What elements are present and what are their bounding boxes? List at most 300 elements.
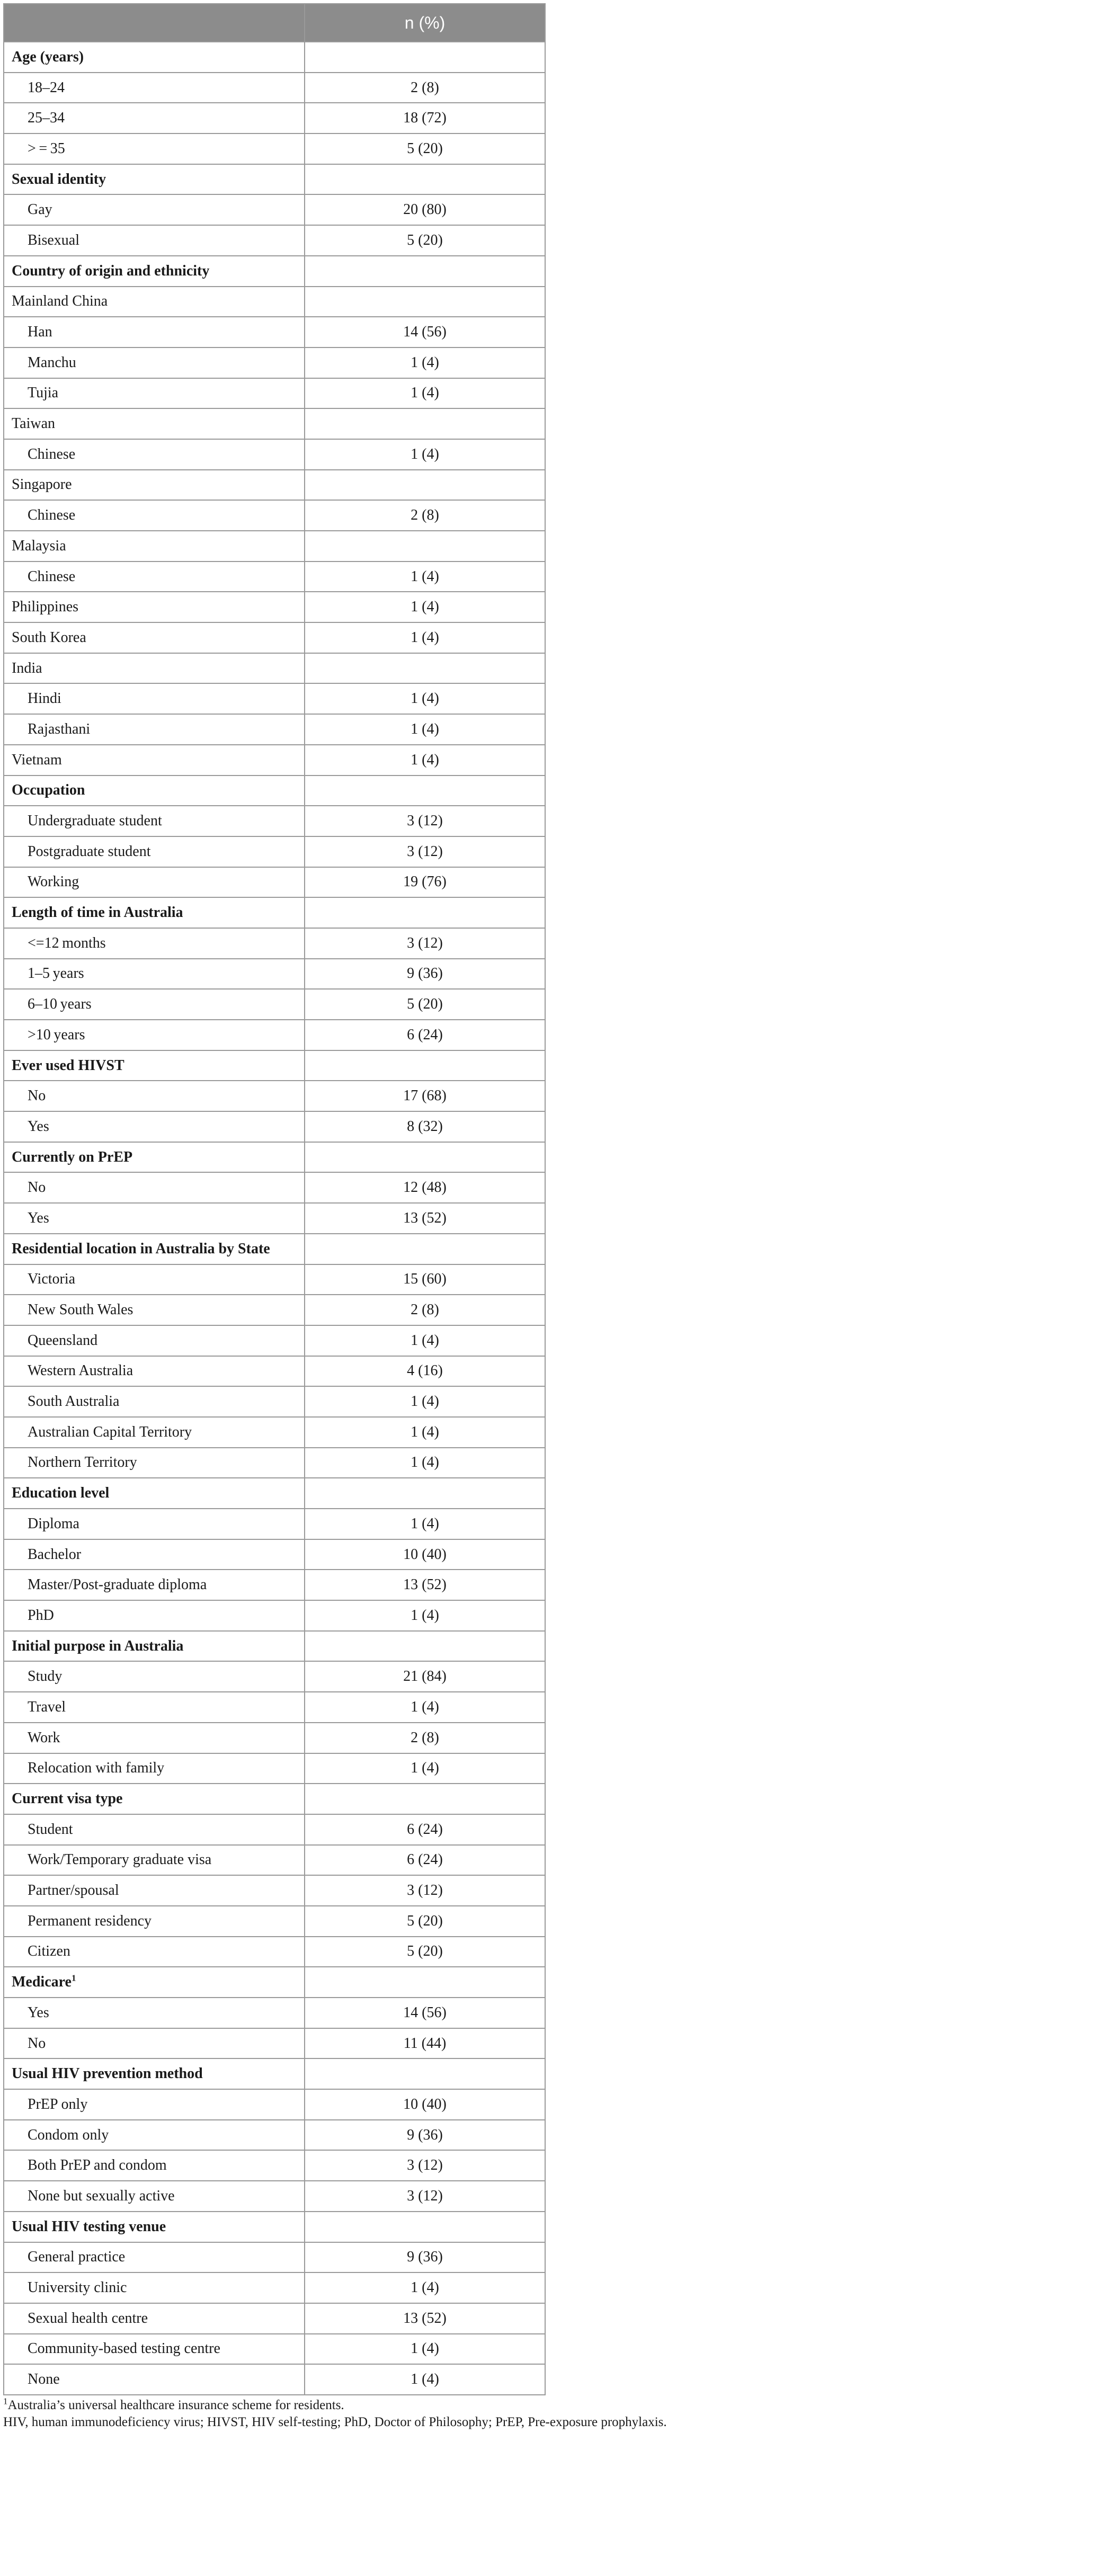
row-label-cell	[4, 1386, 305, 1417]
row-value-cell	[305, 42, 545, 73]
row-value-cell	[305, 1478, 545, 1509]
row-label: Education level	[12, 1485, 110, 1502]
row-label-cell	[4, 2181, 305, 2212]
table-row	[4, 1723, 545, 1753]
row-label-cell	[4, 806, 305, 836]
row-value-cell	[305, 1784, 545, 1814]
table-row	[4, 73, 545, 103]
row-value-cell	[305, 1967, 545, 1998]
row-label-cell	[4, 500, 305, 531]
row-value-cell: 1 (4)	[305, 2364, 545, 2395]
row-value-cell: 3 (12)	[305, 836, 545, 867]
row-label-cell	[4, 1050, 305, 1081]
table-row	[4, 1845, 545, 1876]
row-label-cell	[4, 1356, 305, 1387]
row-label-cell	[4, 1906, 305, 1937]
table-row	[4, 1631, 545, 1662]
table-row	[4, 287, 545, 317]
row-value-cell	[305, 408, 545, 439]
row-label: Work	[28, 1729, 60, 1746]
table-row	[4, 1356, 545, 1387]
row-label: 25–34	[28, 110, 65, 127]
row-label-cell	[4, 1020, 305, 1050]
row-value-cell: 15 (60)	[305, 1264, 545, 1295]
table-row	[4, 714, 545, 745]
row-label: Undergraduate student	[28, 813, 162, 830]
row-label: 18–24	[28, 79, 65, 96]
row-label-cell	[4, 2364, 305, 2395]
row-label: Taiwan	[12, 415, 56, 432]
table-row	[4, 959, 545, 990]
row-value-cell: 1 (4)	[305, 1692, 545, 1723]
row-label: Community-based testing centre	[28, 2340, 220, 2357]
row-label-cell	[4, 1417, 305, 1448]
row-label: PhD	[28, 1607, 54, 1624]
row-value-cell: 14 (56)	[305, 1998, 545, 2028]
row-label-cell	[4, 683, 305, 714]
row-label-cell	[4, 745, 305, 776]
row-value-cell: 5 (20)	[305, 225, 545, 256]
row-value-cell: 18 (72)	[305, 103, 545, 133]
table-row	[4, 1692, 545, 1723]
row-label-cell	[4, 2303, 305, 2334]
row-value-cell: 1 (4)	[305, 439, 545, 470]
row-value-cell: 3 (12)	[305, 1875, 545, 1906]
row-label-cell	[4, 317, 305, 347]
row-value-cell: 1 (4)	[305, 378, 545, 409]
row-value-cell: 1 (4)	[305, 714, 545, 745]
row-label-cell	[4, 1081, 305, 1111]
row-label-cell	[4, 378, 305, 409]
row-label-cell	[4, 287, 305, 317]
row-value-cell: 1 (4)	[305, 1325, 545, 1356]
row-label: Chinese	[28, 568, 76, 585]
table-row	[4, 194, 545, 225]
row-value-cell: 1 (4)	[305, 683, 545, 714]
row-label: Country of origin and ethnicity	[12, 262, 210, 279]
row-value-cell: 2 (8)	[305, 1295, 545, 1325]
row-value-cell: 5 (20)	[305, 989, 545, 1020]
table-row	[4, 2303, 545, 2334]
row-label: Partner/spousal	[28, 1882, 119, 1899]
row-label-cell	[4, 2150, 305, 2181]
table-row	[4, 133, 545, 164]
row-label: Relocation with family	[28, 1760, 165, 1777]
row-value-cell: 4 (16)	[305, 1356, 545, 1387]
row-value-cell: 13 (52)	[305, 2303, 545, 2334]
table-row	[4, 103, 545, 133]
row-label: Tujia	[28, 385, 59, 402]
row-value-cell: 2 (8)	[305, 1723, 545, 1753]
row-value-cell: 1 (4)	[305, 2334, 545, 2365]
row-label-cell	[4, 1264, 305, 1295]
table-row	[4, 989, 545, 1020]
row-label: 1–5 years	[28, 965, 84, 982]
row-label: Usual HIV testing venue	[12, 2218, 166, 2235]
row-label: Yes	[28, 2004, 49, 2021]
row-label-cell	[4, 1998, 305, 2028]
footnote-text: Australia’s universal healthcare insurance scheme for residents.	[7, 2398, 344, 2412]
row-label-cell	[4, 836, 305, 867]
row-label-cell	[4, 1172, 305, 1203]
row-label-cell	[4, 897, 305, 928]
row-label: Condom only	[28, 2126, 109, 2143]
table-row	[4, 378, 545, 409]
row-label: Manchu	[28, 354, 76, 371]
row-label: Bisexual	[28, 231, 79, 248]
table-row	[4, 317, 545, 347]
row-value-cell: 5 (20)	[305, 1906, 545, 1937]
row-label-cell	[4, 1509, 305, 1539]
table-row	[4, 1417, 545, 1448]
table-row	[4, 806, 545, 836]
row-label-cell	[4, 2272, 305, 2303]
table-row	[4, 1478, 545, 1509]
table-row	[4, 561, 545, 592]
demographics-table	[3, 3, 546, 2395]
table-row	[4, 1295, 545, 1325]
row-value-cell: 1 (4)	[305, 1509, 545, 1539]
table-row	[4, 1111, 545, 1142]
table-row	[4, 470, 545, 501]
row-label-cell	[4, 592, 305, 622]
row-label: Age (years)	[12, 48, 84, 65]
row-label: Bachelor	[28, 1546, 82, 1563]
table-row	[4, 928, 545, 959]
table-row	[4, 531, 545, 561]
row-label-cell	[4, 42, 305, 73]
row-label-cell	[4, 2089, 305, 2120]
row-label: Length of time in Australia	[12, 904, 183, 921]
row-label: University clinic	[28, 2279, 127, 2296]
row-label: Currently on PrEP	[12, 1148, 133, 1165]
row-label-cell	[4, 1692, 305, 1723]
row-label: South Korea	[12, 629, 86, 646]
row-label: New South Wales	[28, 1302, 133, 1318]
table-row	[4, 1081, 545, 1111]
row-label-cell	[4, 225, 305, 256]
row-label: Ever used HIVST	[12, 1057, 124, 1074]
row-label: General practice	[28, 2249, 126, 2266]
table-row	[4, 897, 545, 928]
row-value-cell: 10 (40)	[305, 2089, 545, 2120]
row-label-cell	[4, 1723, 305, 1753]
row-value-cell	[305, 164, 545, 195]
row-label-cell	[4, 1600, 305, 1631]
row-label-cell	[4, 1234, 305, 1264]
row-value-cell: 1 (4)	[305, 1753, 545, 1784]
row-label-cell	[4, 1539, 305, 1570]
row-value-cell: 1 (4)	[305, 622, 545, 653]
row-label: Sexual health centre	[28, 2310, 148, 2327]
table-row	[4, 1448, 545, 1478]
row-value-cell: 3 (12)	[305, 2150, 545, 2181]
row-label-cell	[4, 1875, 305, 1906]
row-label-cell	[4, 1967, 305, 1998]
row-label: Gay	[28, 201, 52, 218]
row-value-cell: 8 (32)	[305, 1111, 545, 1142]
row-value-cell: 2 (8)	[305, 73, 545, 103]
row-value-cell: 11 (44)	[305, 2028, 545, 2059]
row-label-cell	[4, 622, 305, 653]
table-row	[4, 1142, 545, 1173]
row-label: No	[28, 2035, 46, 2052]
row-value-cell: 1 (4)	[305, 561, 545, 592]
row-label: Usual HIV prevention method	[12, 2065, 203, 2082]
row-label: Malaysia	[12, 537, 66, 554]
table-row	[4, 1875, 545, 1906]
row-label: South Australia	[28, 1393, 120, 1410]
row-label-cell	[4, 347, 305, 378]
table-row	[4, 1539, 545, 1570]
row-label-cell	[4, 776, 305, 806]
row-value-cell	[305, 653, 545, 684]
row-label: Philippines	[12, 599, 79, 616]
table-row	[4, 2242, 545, 2273]
row-label: Chinese	[28, 445, 76, 462]
row-label: Han	[28, 324, 52, 341]
row-value-cell: 3 (12)	[305, 2181, 545, 2212]
row-label-cell	[4, 1845, 305, 1876]
row-label: Singapore	[12, 476, 72, 493]
row-value-cell	[305, 287, 545, 317]
row-value-cell: 2 (8)	[305, 500, 545, 531]
row-label-cell	[4, 2334, 305, 2365]
table-row	[4, 2364, 545, 2395]
row-label: Citizen	[28, 1943, 70, 1960]
table-row	[4, 683, 545, 714]
row-value-cell: 10 (40)	[305, 1539, 545, 1570]
row-label-cell	[4, 2058, 305, 2089]
footnote-medicare	[3, 2397, 344, 2413]
row-value-cell: 20 (80)	[305, 194, 545, 225]
table-row	[4, 1509, 545, 1539]
row-label: Postgraduate student	[28, 843, 151, 860]
row-label-cell	[4, 959, 305, 990]
row-label: No	[28, 1179, 46, 1196]
table-row	[4, 1264, 545, 1295]
table-row	[4, 408, 545, 439]
row-value-cell: 1 (4)	[305, 2272, 545, 2303]
table-row	[4, 1814, 545, 1845]
row-label: India	[12, 659, 42, 676]
table-header-row	[4, 4, 545, 42]
row-value-cell	[305, 897, 545, 928]
table-row	[4, 225, 545, 256]
table-row	[4, 1234, 545, 1264]
row-label: Rajasthani	[28, 720, 91, 737]
row-label-cell	[4, 1661, 305, 1692]
table-row	[4, 2181, 545, 2212]
row-label: PrEP only	[28, 2096, 88, 2113]
row-label-cell	[4, 1111, 305, 1142]
table-body	[4, 42, 545, 2395]
row-label-cell	[4, 1570, 305, 1600]
row-label-cell	[4, 1295, 305, 1325]
row-label-cell	[4, 989, 305, 1020]
table-row	[4, 1937, 545, 1967]
row-label-cell	[4, 714, 305, 745]
row-value-cell: 17 (68)	[305, 1081, 545, 1111]
row-label-cell	[4, 1478, 305, 1509]
row-label-cell	[4, 133, 305, 164]
row-label: Initial purpose in Australia	[12, 1637, 184, 1654]
row-value-cell	[305, 1631, 545, 1662]
row-label: Permanent residency	[28, 1912, 152, 1929]
row-label: >10 years	[28, 1026, 85, 1043]
row-label: Student	[28, 1821, 73, 1838]
table-row	[4, 42, 545, 73]
row-value-cell: 1 (4)	[305, 592, 545, 622]
row-value-cell: 13 (52)	[305, 1203, 545, 1234]
row-value-cell	[305, 1050, 545, 1081]
table-row	[4, 2120, 545, 2151]
row-value-cell: 14 (56)	[305, 317, 545, 347]
row-label-cell	[4, 1142, 305, 1173]
row-value-cell: 13 (52)	[305, 1570, 545, 1600]
table-row	[4, 1784, 545, 1814]
table-row	[4, 1020, 545, 1050]
row-value-cell: 6 (24)	[305, 1020, 545, 1050]
row-label-cell	[4, 2212, 305, 2242]
row-value-cell: 9 (36)	[305, 2120, 545, 2151]
table-row	[4, 1753, 545, 1784]
row-value-cell: 5 (20)	[305, 133, 545, 164]
row-label-cell	[4, 867, 305, 898]
header-label-cell	[4, 4, 305, 42]
row-value-cell: 3 (12)	[305, 928, 545, 959]
table-row	[4, 2272, 545, 2303]
row-label-cell	[4, 2242, 305, 2273]
row-label-cell	[4, 1814, 305, 1845]
row-label-cell	[4, 164, 305, 195]
row-label: Northern Territory	[28, 1454, 137, 1471]
row-value-cell	[305, 470, 545, 501]
row-label-cell	[4, 1753, 305, 1784]
row-label: Vietnam	[12, 751, 62, 768]
row-value-cell	[305, 1142, 545, 1173]
row-label: Residential location in Australia by State	[12, 1240, 270, 1257]
row-label-cell	[4, 653, 305, 684]
row-label: Sexual identity	[12, 171, 106, 188]
table-row	[4, 1386, 545, 1417]
table-row	[4, 1661, 545, 1692]
row-label-cell	[4, 1325, 305, 1356]
row-label: Hindi	[28, 690, 61, 707]
row-label: None	[28, 2371, 60, 2388]
row-label-cell	[4, 103, 305, 133]
table-row	[4, 1600, 545, 1631]
table-row	[4, 836, 545, 867]
header-value-cell: n (%)	[305, 4, 545, 42]
row-value-cell: 1 (4)	[305, 347, 545, 378]
table-row	[4, 2028, 545, 2059]
table-row	[4, 1050, 545, 1081]
table-row	[4, 745, 545, 776]
row-label: Medicare	[12, 1974, 72, 1991]
table-row	[4, 1906, 545, 1937]
row-label: Yes	[28, 1209, 49, 1226]
row-label-cell	[4, 408, 305, 439]
row-value-cell	[305, 2212, 545, 2242]
row-label: Yes	[28, 1118, 49, 1135]
row-value-cell	[305, 776, 545, 806]
row-label: Victoria	[28, 1271, 76, 1288]
row-label: None but sexually active	[28, 2187, 175, 2204]
row-label-cell	[4, 561, 305, 592]
row-label-cell	[4, 928, 305, 959]
row-label-cell	[4, 194, 305, 225]
row-value-cell: 21 (84)	[305, 1661, 545, 1692]
row-label: Study	[28, 1668, 63, 1685]
footnote-abbreviations: HIV, human immunodeficiency virus; HIVST, HIV self-testing; PhD, Doctor of Philosophy; PrEP, Pre-exposure prophylaxis.	[3, 2415, 667, 2429]
table-row	[4, 867, 545, 898]
row-label: Work/Temporary graduate visa	[28, 1851, 212, 1868]
row-value-cell: 6 (24)	[305, 1845, 545, 1876]
row-value-cell: 1 (4)	[305, 1417, 545, 1448]
row-value-cell: 1 (4)	[305, 1386, 545, 1417]
row-label: Chinese	[28, 507, 76, 524]
row-label: Working	[28, 873, 79, 890]
row-label: Queensland	[28, 1332, 98, 1349]
row-value-cell: 1 (4)	[305, 1448, 545, 1478]
row-label-cell	[4, 73, 305, 103]
table-row	[4, 2058, 545, 2089]
row-label: Both PrEP and condom	[28, 2157, 167, 2174]
row-label: Western Australia	[28, 1362, 133, 1379]
row-label: Mainland China	[12, 293, 108, 310]
table-row	[4, 1325, 545, 1356]
table-row	[4, 2089, 545, 2120]
table-row	[4, 347, 545, 378]
row-label-cell	[4, 1784, 305, 1814]
row-label: Australian Capital Territory	[28, 1423, 192, 1440]
row-label-cell	[4, 1631, 305, 1662]
table-row	[4, 164, 545, 195]
row-label-cell	[4, 439, 305, 470]
footnote-marker: 1	[3, 2396, 8, 2406]
table-row	[4, 1967, 545, 1998]
table-row	[4, 653, 545, 684]
row-label-cell	[4, 470, 305, 501]
row-value-cell	[305, 256, 545, 287]
row-value-cell: 9 (36)	[305, 959, 545, 990]
table-row	[4, 1203, 545, 1234]
table-row	[4, 256, 545, 287]
row-value-cell	[305, 2058, 545, 2089]
row-label: Travel	[28, 1698, 66, 1715]
row-label: <=12 months	[28, 934, 106, 951]
row-label: Master/Post-graduate diploma	[28, 1576, 207, 1593]
table-row	[4, 1998, 545, 2028]
row-value-cell: 12 (48)	[305, 1172, 545, 1203]
row-label: > = 35	[28, 140, 65, 157]
row-value-cell: 9 (36)	[305, 2242, 545, 2273]
table-row	[4, 622, 545, 653]
row-value-cell: 1 (4)	[305, 745, 545, 776]
row-label: Current visa type	[12, 1790, 123, 1807]
table-row	[4, 439, 545, 470]
table-row	[4, 2150, 545, 2181]
table-row	[4, 500, 545, 531]
row-label-cell	[4, 531, 305, 561]
table-row	[4, 1570, 545, 1600]
table-row	[4, 1172, 545, 1203]
row-value-cell: 6 (24)	[305, 1814, 545, 1845]
table-row	[4, 592, 545, 622]
row-label-cell	[4, 2120, 305, 2151]
row-label: 6–10 years	[28, 996, 92, 1013]
